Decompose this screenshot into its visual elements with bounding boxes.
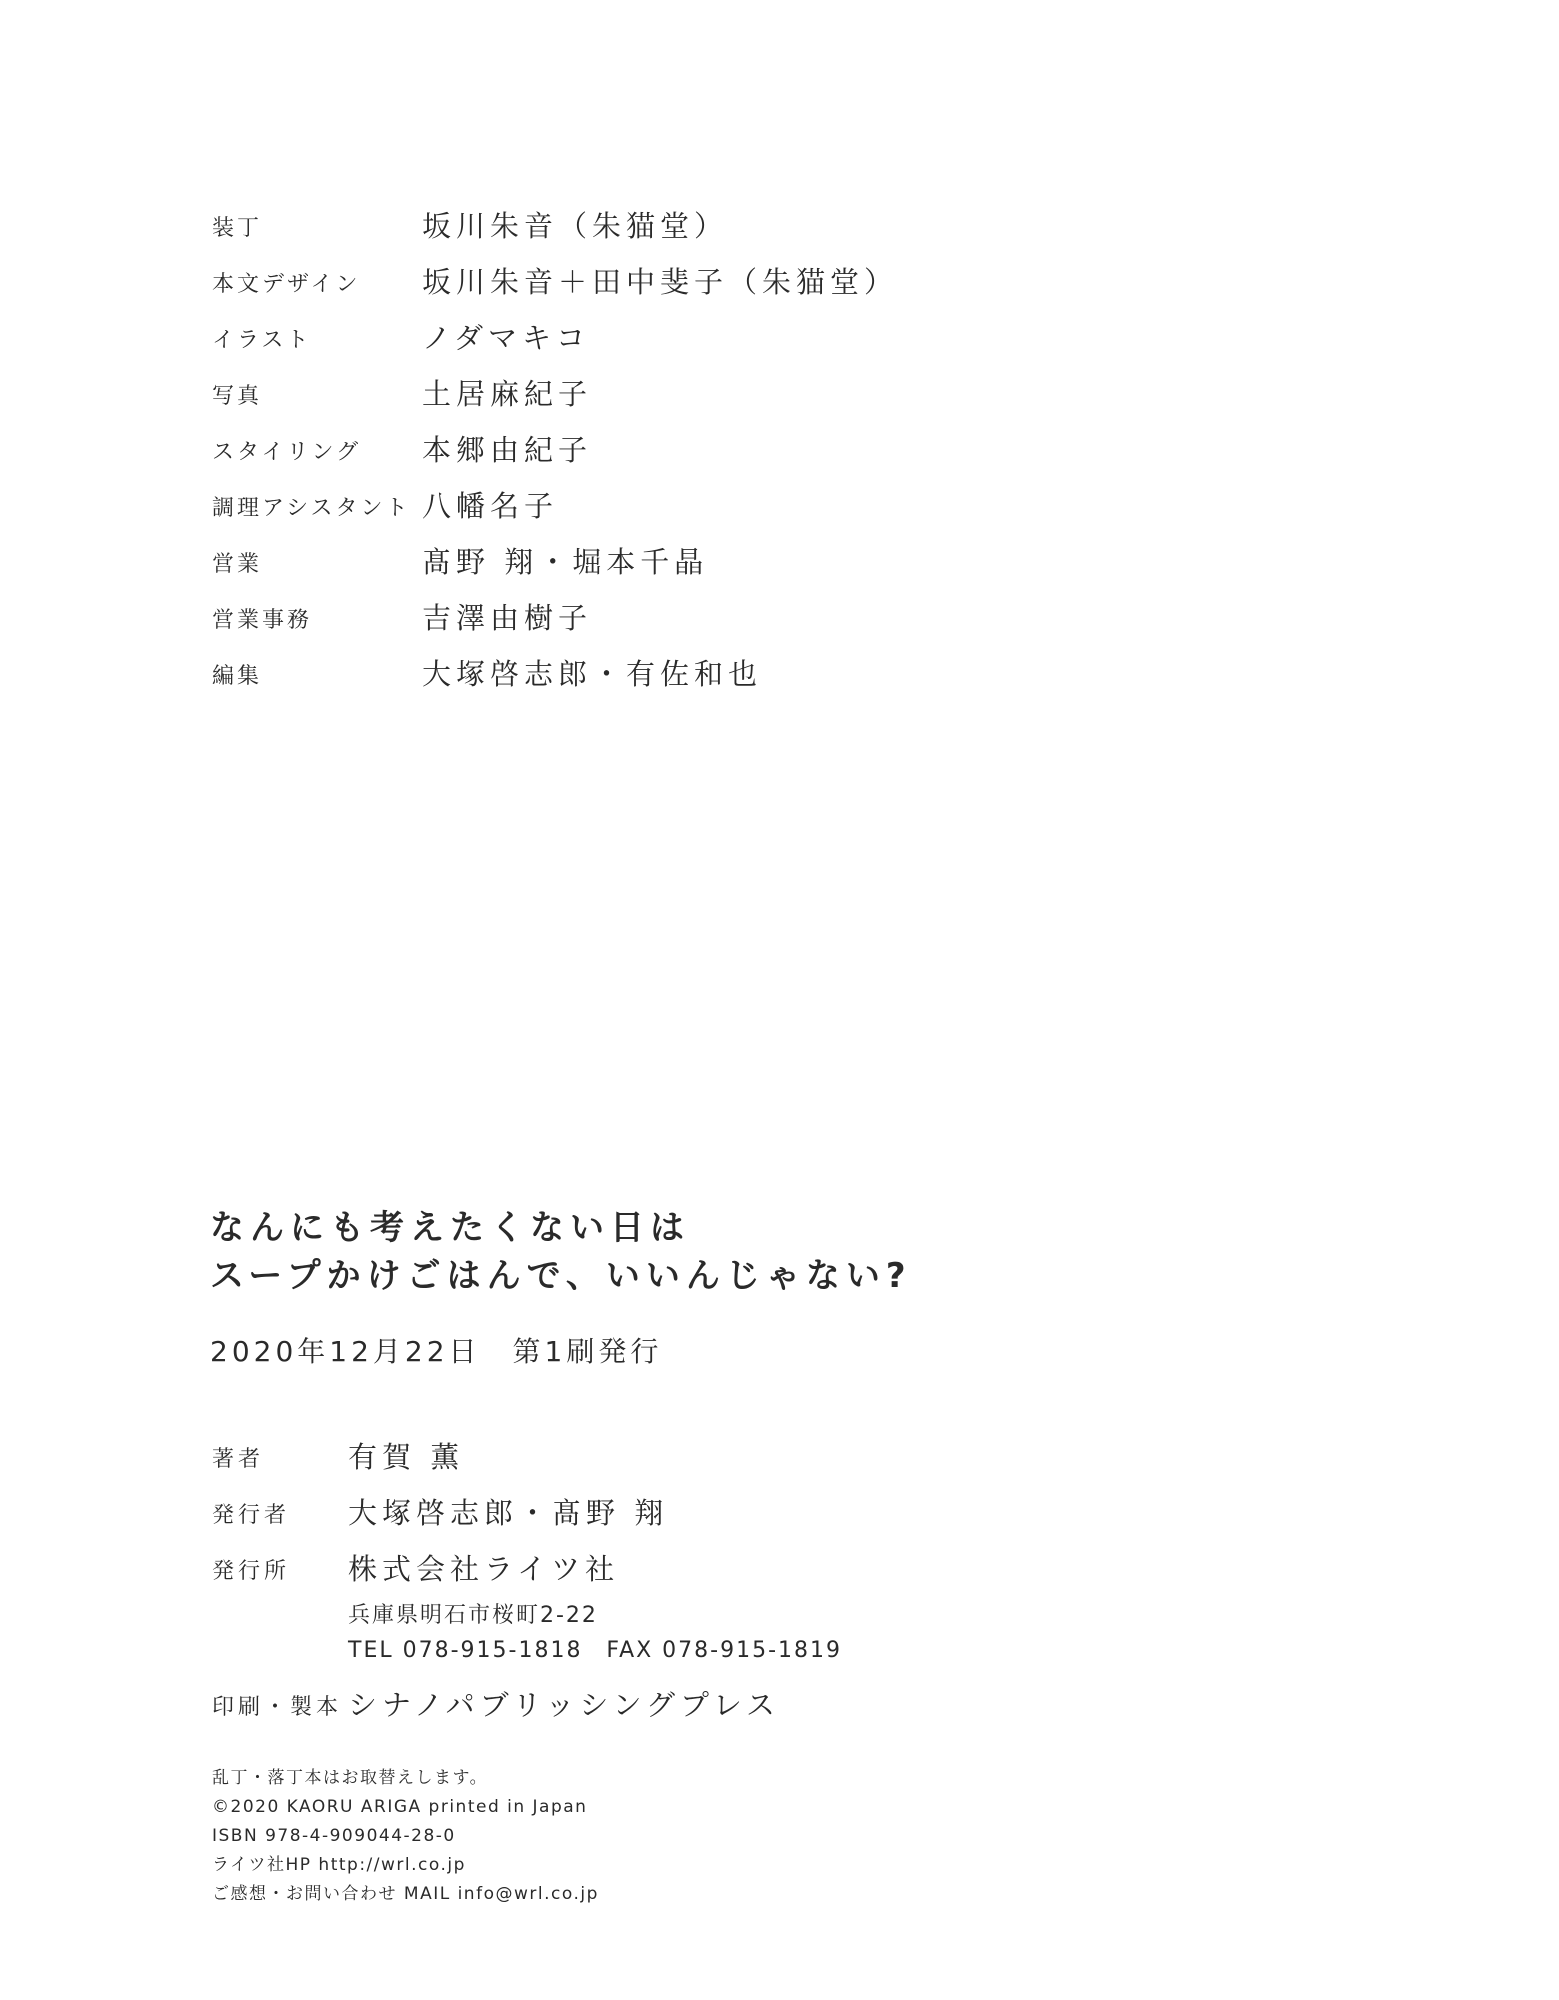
credit-row-styling [212,424,1112,480]
pub-role: 印刷・製本 [212,1695,343,1720]
credit-role: 編集 [212,664,263,689]
credits-list [212,200,1112,704]
publisher-phone-fax: TEL 078-915-1818 FAX 078-915-1819 [348,1638,843,1663]
credit-row-binding [212,200,1112,256]
copyright-notice: ©2020 KAORU ARIGA printed in Japan [212,1797,588,1817]
publication-info [212,1432,1112,1736]
publisher-name: 株式会社ライツ社 [348,1552,620,1586]
credit-name: ノダマキコ [422,321,590,355]
footnotes [212,1764,599,1909]
contact-email: ご感想・お問い合わせ MAIL info@wrl.co.jp [212,1884,599,1904]
credit-row-text-design [212,256,1112,312]
credit-role: 本文デザイン [212,272,361,297]
book-title-line-1: なんにも考えたくない日は [210,1208,690,1248]
book-title-line-2: スープかけごはんで、いいんじゃない? [210,1256,912,1296]
publisher-address: 兵庫県明石市桜町2-22 [348,1603,598,1628]
credit-role: 調理アシスタント [212,496,411,521]
pub-row-author [212,1432,1112,1488]
credit-name: 坂川朱音＋田中斐子（朱猫堂） [422,265,899,299]
pub-row-issuer [212,1488,1112,1544]
credit-name: 吉澤由樹子 [422,601,593,635]
credit-row-illustration [212,312,1112,368]
isbn: ISBN 978-4-909044-28-0 [212,1826,456,1846]
credit-role: 写真 [212,384,263,409]
credit-name: 八幡名子 [422,489,559,523]
credit-name: 髙野 翔・堀本千晶 [422,545,709,579]
credit-name: 土居麻紀子 [422,377,593,411]
credit-row-cooking-assistant [212,480,1112,536]
credit-name: 坂川朱音（朱猫堂） [422,209,729,243]
credit-role: 装丁 [212,216,263,241]
author-name: 有賀 薫 [348,1440,465,1474]
exchange-notice: 乱丁・落丁本はお取替えします。 [212,1768,489,1788]
credit-row-photography [212,368,1112,424]
issuer-name: 大塚啓志郎・髙野 翔 [348,1496,669,1530]
credit-role: 営業 [212,552,263,577]
website-link: ライツ社HP http://wrl.co.jp [212,1855,466,1875]
pub-role: 発行者 [212,1503,291,1528]
credit-role: 営業事務 [212,608,313,633]
credit-row-sales [212,536,1112,592]
credit-role: イラスト [212,328,312,353]
book-title [210,1204,912,1300]
pub-role: 発行所 [212,1559,291,1584]
credit-name: 本郷由紀子 [422,433,593,467]
credit-row-editing [212,648,1112,704]
pub-role: 著者 [212,1447,265,1472]
pub-row-printing [212,1680,1112,1736]
edition-date: 2020年12月22日 第1刷発行 [210,1335,663,1368]
printer-name: シナノパブリッシングプレス [348,1688,780,1722]
pub-row-office [212,1544,1112,1680]
credit-row-sales-office [212,592,1112,648]
credit-role: スタイリング [212,440,362,465]
credit-name: 大塚啓志郎・有佐和也 [422,657,763,691]
